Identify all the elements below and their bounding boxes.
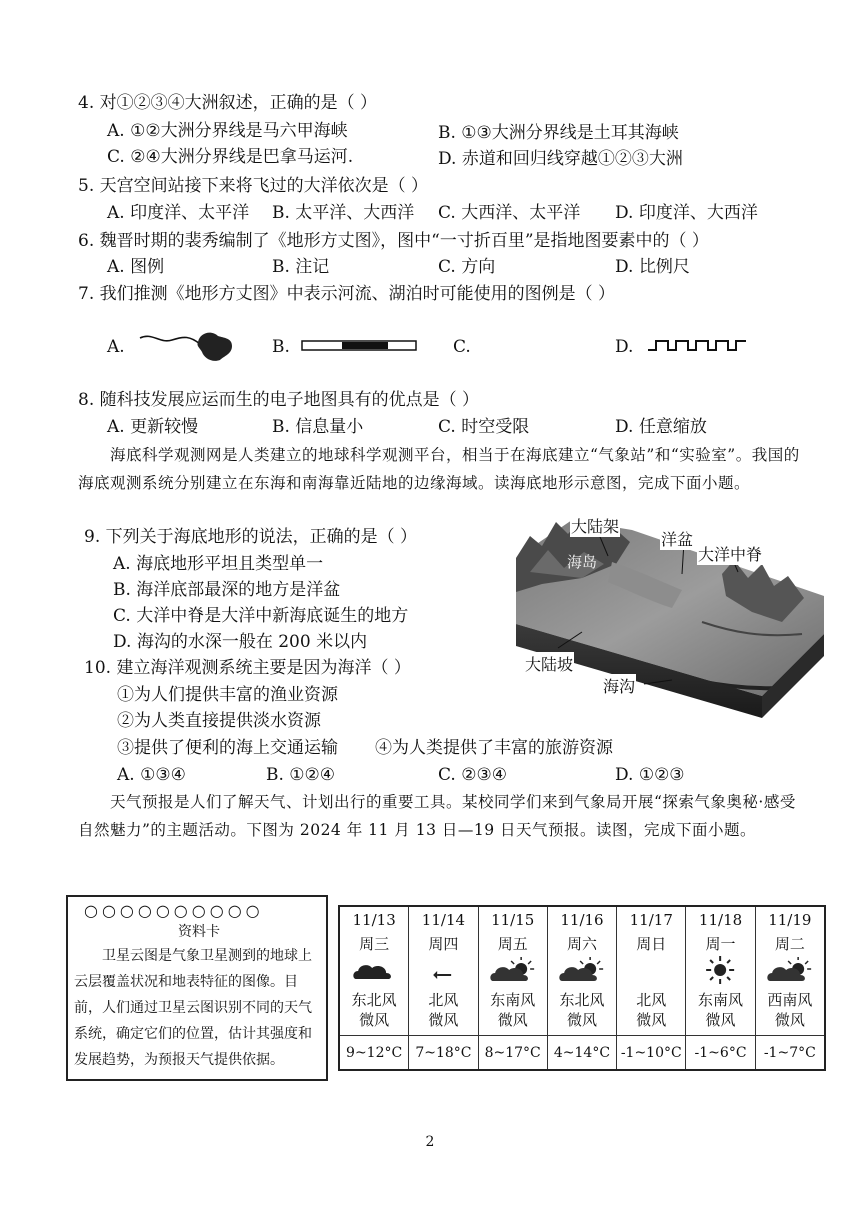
question-4-stem: 4. 对①②③④大洲叙述，正确的是（ ）	[78, 93, 378, 113]
forecast-wind-level: 微风	[497, 1011, 528, 1029]
sunny-icon	[686, 955, 754, 985]
terrain-label-mid-ocean-ridge: 大洋中脊	[697, 542, 763, 565]
binder-rings: ○○○○○○○○○○	[84, 901, 264, 920]
forecast-date: 11/16	[560, 911, 604, 929]
question-9-option-d: D. 海沟的水深一般在 200 米以内	[113, 632, 368, 652]
forecast-weekday: 周六	[566, 935, 597, 953]
question-4-option-a: A. ①②大洲分界线是马六甲海峡	[107, 121, 348, 141]
info-card	[66, 895, 328, 1081]
question-10-option-d: D. ①②③	[615, 765, 685, 785]
forecast-wind-level: 微风	[636, 1011, 667, 1029]
wind-arrow-icon	[409, 955, 477, 985]
forecast-wind-direction: 北风	[636, 991, 667, 1009]
forecast-weekday: 周五	[497, 935, 528, 953]
forecast-day-column	[617, 907, 686, 1069]
forecast-weekday: 周二	[774, 935, 805, 953]
question-8-option-b: B. 信息量小	[272, 417, 364, 437]
forecast-day-column	[340, 907, 409, 1069]
no-weather-icon	[617, 955, 685, 985]
forecast-day-column	[479, 907, 548, 1069]
river-lake-legend-symbol	[138, 326, 240, 364]
question-5-stem: 5. 天宫空间站接下来将飞过的大洋依次是（ ）	[78, 176, 429, 196]
question-8-stem: 8. 随科技发展应运而生的电子地图具有的优点是（ ）	[78, 390, 480, 410]
forecast-wind-level: 微风	[566, 1011, 597, 1029]
forecast-wind-level: 微风	[705, 1011, 736, 1029]
question-7-option-d: D.	[615, 337, 634, 357]
passage-ocean-observation: 海底科学观测网是人类建立的地球科学观测平台，相当于在海底建立“气象站”和“实验室”。我国的海底观测系统分别建立在东海和南海靠近陆地的边缘海域。读海底地形示意图，完成下面小题。	[78, 446, 800, 492]
question-9-option-c: C. 大洋中脊是大洋中新海底诞生的地方	[113, 606, 409, 626]
forecast-weekday: 周三	[359, 935, 390, 953]
question-9-option-b: B. 海洋底部最深的地方是洋盆	[113, 580, 341, 600]
question-6-option-b: B. 注记	[272, 257, 330, 277]
forecast-temperature: -1~6°C	[686, 1035, 754, 1070]
question-10-option-b: B. ①②④	[266, 765, 336, 785]
question-4-option-c: C. ②④大洲分界线是巴拿马运河.	[107, 147, 354, 167]
info-card-title: 资料卡	[178, 924, 220, 940]
forecast-wind-direction: 东北风	[351, 991, 397, 1009]
passage-weather-forecast: 天气预报是人们了解天气、计划出行的重要工具。某校同学们来到气象局开展“探索气象奥秘·感受自然魅力”的主题活动。下图为 2024 年 11 月 13 日—19 日天气预报。读图，完成下面小题。	[78, 793, 796, 839]
forecast-wind-level: 微风	[359, 1011, 390, 1029]
forecast-date: 11/14	[421, 911, 466, 929]
partly-cloudy-icon	[479, 955, 547, 985]
forecast-date: 11/13	[352, 911, 396, 929]
forecast-day-column	[409, 907, 478, 1069]
question-6-option-a: A. 图例	[107, 257, 165, 277]
forecast-temperature: -1~10°C	[617, 1035, 685, 1070]
question-10-stem: 10. 建立海洋观测系统主要是因为海洋（ ）	[84, 658, 411, 678]
forecast-wind-direction: 东南风	[490, 991, 536, 1009]
forecast-date: 11/15	[491, 911, 535, 929]
question-10-statement-3: ③提供了便利的海上交通运输	[117, 738, 338, 758]
weather-forecast-table	[338, 905, 826, 1071]
forecast-day-column	[548, 907, 617, 1069]
forecast-wind-direction: 东北风	[559, 991, 605, 1009]
question-10-statement-4: ④为人类提供了丰富的旅游资源	[375, 738, 613, 758]
question-10-statement-2: ②为人类直接提供淡水资源	[117, 711, 321, 731]
question-7-option-c: C.	[453, 337, 471, 357]
question-10-statement-1: ①为人们提供丰富的渔业资源	[117, 685, 338, 705]
cloudy-icon	[340, 955, 408, 985]
forecast-wind-direction: 西南风	[767, 991, 813, 1009]
forecast-wind-level: 微风	[428, 1011, 459, 1029]
terrain-label-island: 海岛	[567, 553, 598, 571]
terrain-label-ocean-basin: 洋盆	[660, 527, 694, 550]
question-10-option-c: C. ②③④	[438, 765, 507, 785]
question-5-option-b: B. 太平洋、大西洋	[272, 203, 415, 223]
double-line-legend-symbol	[300, 338, 420, 354]
forecast-date: 11/18	[698, 911, 743, 929]
terrain-label-continental-shelf: 大陆架	[570, 514, 620, 537]
forecast-wind-direction: 北风	[428, 991, 459, 1009]
question-8-option-a: A. 更新较慢	[107, 417, 199, 437]
forecast-day-column	[686, 907, 755, 1069]
forecast-wind-level: 微风	[774, 1011, 805, 1029]
question-4-option-d: D. 赤道和回归线穿越①②③大洲	[438, 149, 683, 169]
question-6-option-c: C. 方向	[438, 257, 496, 277]
forecast-weekday: 周日	[636, 935, 667, 953]
partly-cloudy-icon	[548, 955, 616, 985]
question-5-option-c: C. 大西洋、太平洋	[438, 203, 581, 223]
question-7-option-b: B.	[272, 337, 290, 357]
forecast-weekday: 周四	[428, 935, 459, 953]
forecast-date: 11/19	[768, 911, 812, 929]
forecast-day-column	[756, 907, 824, 1069]
forecast-temperature: 4~14°C	[548, 1035, 616, 1070]
forecast-wind-direction: 东南风	[698, 991, 744, 1009]
question-6-option-d: D. 比例尺	[615, 257, 690, 277]
question-8-option-d: D. 任意缩放	[615, 417, 707, 437]
terrain-label-trench: 海沟	[602, 674, 636, 697]
terrain-label-continental-slope: 大陆坡	[524, 652, 574, 675]
page-number: 2	[425, 1134, 435, 1150]
question-10-option-a: A. ①③④	[117, 765, 186, 785]
info-card-text: 卫星云图是气象卫星测到的地球上云层覆盖状况和地表特征的图像。目前，人们通过卫星云图识别不同的天气系统，确定它们的位置，估计其强度和发展趋势，为预报天气提供依据。	[74, 948, 312, 1068]
question-5-option-a: A. 印度洋、太平洋	[107, 203, 250, 223]
forecast-temperature: -1~7°C	[756, 1035, 824, 1070]
question-7-option-a: A.	[107, 337, 125, 357]
question-6-stem: 6. 魏晋时期的裴秀编制了《地形方丈图》，图中“一寸折百里”是指地图要素中的（ ）	[78, 231, 709, 251]
question-9-option-a: A. 海底地形平坦且类型单一	[113, 554, 324, 574]
square-wave-legend-symbol	[646, 336, 750, 354]
question-4-option-b: B. ①③大洲分界线是土耳其海峡	[438, 123, 679, 143]
question-8-option-c: C. 时空受限	[438, 417, 530, 437]
forecast-temperature: 7~18°C	[409, 1035, 477, 1070]
partly-cloudy-icon	[756, 955, 824, 985]
question-9-stem: 9. 下列关于海底地形的说法，正确的是（ ）	[84, 527, 418, 547]
forecast-temperature: 8~17°C	[479, 1035, 547, 1070]
question-7-stem: 7. 我们推测《地形方丈图》中表示河流、湖泊时可能使用的图例是（ ）	[78, 284, 616, 304]
forecast-temperature: 9~12°C	[340, 1035, 408, 1070]
forecast-weekday: 周一	[705, 935, 736, 953]
question-5-option-d: D. 印度洋、大西洋	[615, 203, 758, 223]
forecast-date: 11/17	[629, 911, 673, 929]
